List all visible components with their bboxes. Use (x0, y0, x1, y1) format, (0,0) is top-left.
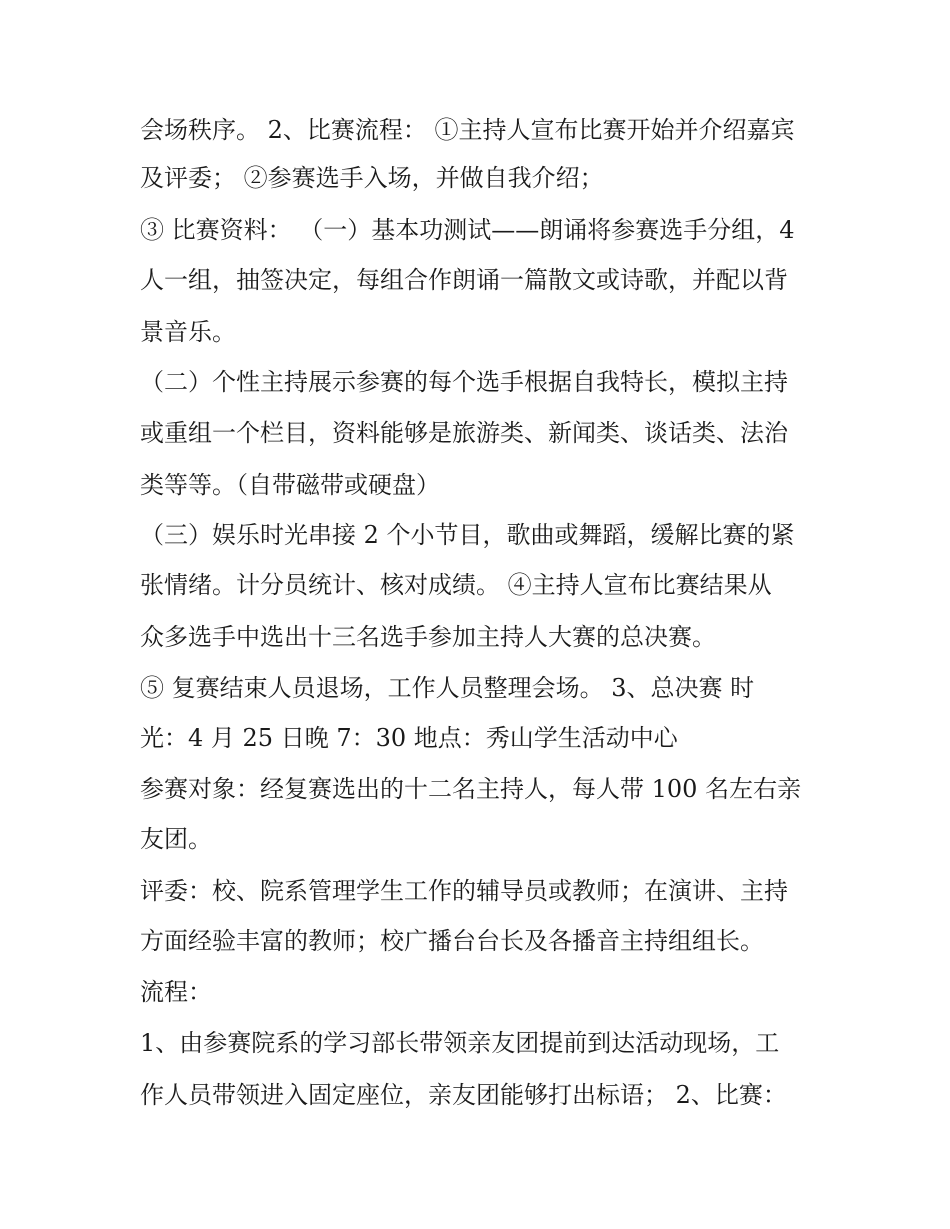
text-line-8: 类等等。（自带磁带或硬盘） (140, 471, 440, 499)
text-line-13: 光：4 月 25 日晚 7：30 地点：秀山学生活动中心 (140, 724, 678, 752)
text-line-12: ⑤ 复赛结束人员退场，工作人员整理会场。 3、总决赛 时 (140, 674, 755, 702)
text-line-5: 景音乐。 (140, 318, 236, 346)
text-line-2: 及评委； ②参赛选手入场，并做自我介绍； (140, 164, 604, 192)
text-line-19: 1、由参赛院系的学习部长带领亲友团提前到达活动现场，工 (140, 1029, 780, 1057)
text-line-10: 张情绪。计分员统计、核对成绩。 ④主持人宣布比赛结果从 (140, 571, 772, 599)
text-line-4: 人一组，抽签决定，每组合作朗诵一篇散文或诗歌，并配以背 (140, 266, 788, 294)
text-line-20: 作人员带领进入固定座位，亲友团能够打出标语； 2、比赛： (140, 1081, 787, 1109)
text-line-14: 参赛对象：经复赛选出的十二名主持人，每人带 100 名左右亲 (140, 775, 802, 803)
text-line-6: （二）个性主持展示参赛的每个选手根据自我特长，模拟主持 (140, 368, 788, 396)
text-line-16: 评委：校、院系管理学生工作的辅导员或教师；在演讲、主持 (140, 877, 788, 905)
text-line-7: 或重组一个栏目，资料能够是旅游类、新闻类、谈话类、法治 (140, 419, 788, 447)
text-line-9: （三）娱乐时光串接 2 个小节目，歌曲或舞蹈，缓解比赛的紧 (140, 521, 795, 549)
text-line-17: 方面经验丰富的教师；校广播台台长及各播音主持组组长。 (140, 927, 764, 955)
text-line-3: ③ 比赛资料： （一）基本功测试——朗诵将参赛选手分组，4 (140, 216, 795, 244)
text-line-18: 流程： (140, 978, 212, 1006)
text-line-1: 会场秩序。 2、比赛流程： ①主持人宣布比赛开始并介绍嘉宾 (140, 116, 795, 144)
text-line-11: 众多选手中选出十三名选手参加主持人大赛的总决赛。 (140, 623, 716, 651)
text-line-15: 友团。 (140, 825, 212, 853)
